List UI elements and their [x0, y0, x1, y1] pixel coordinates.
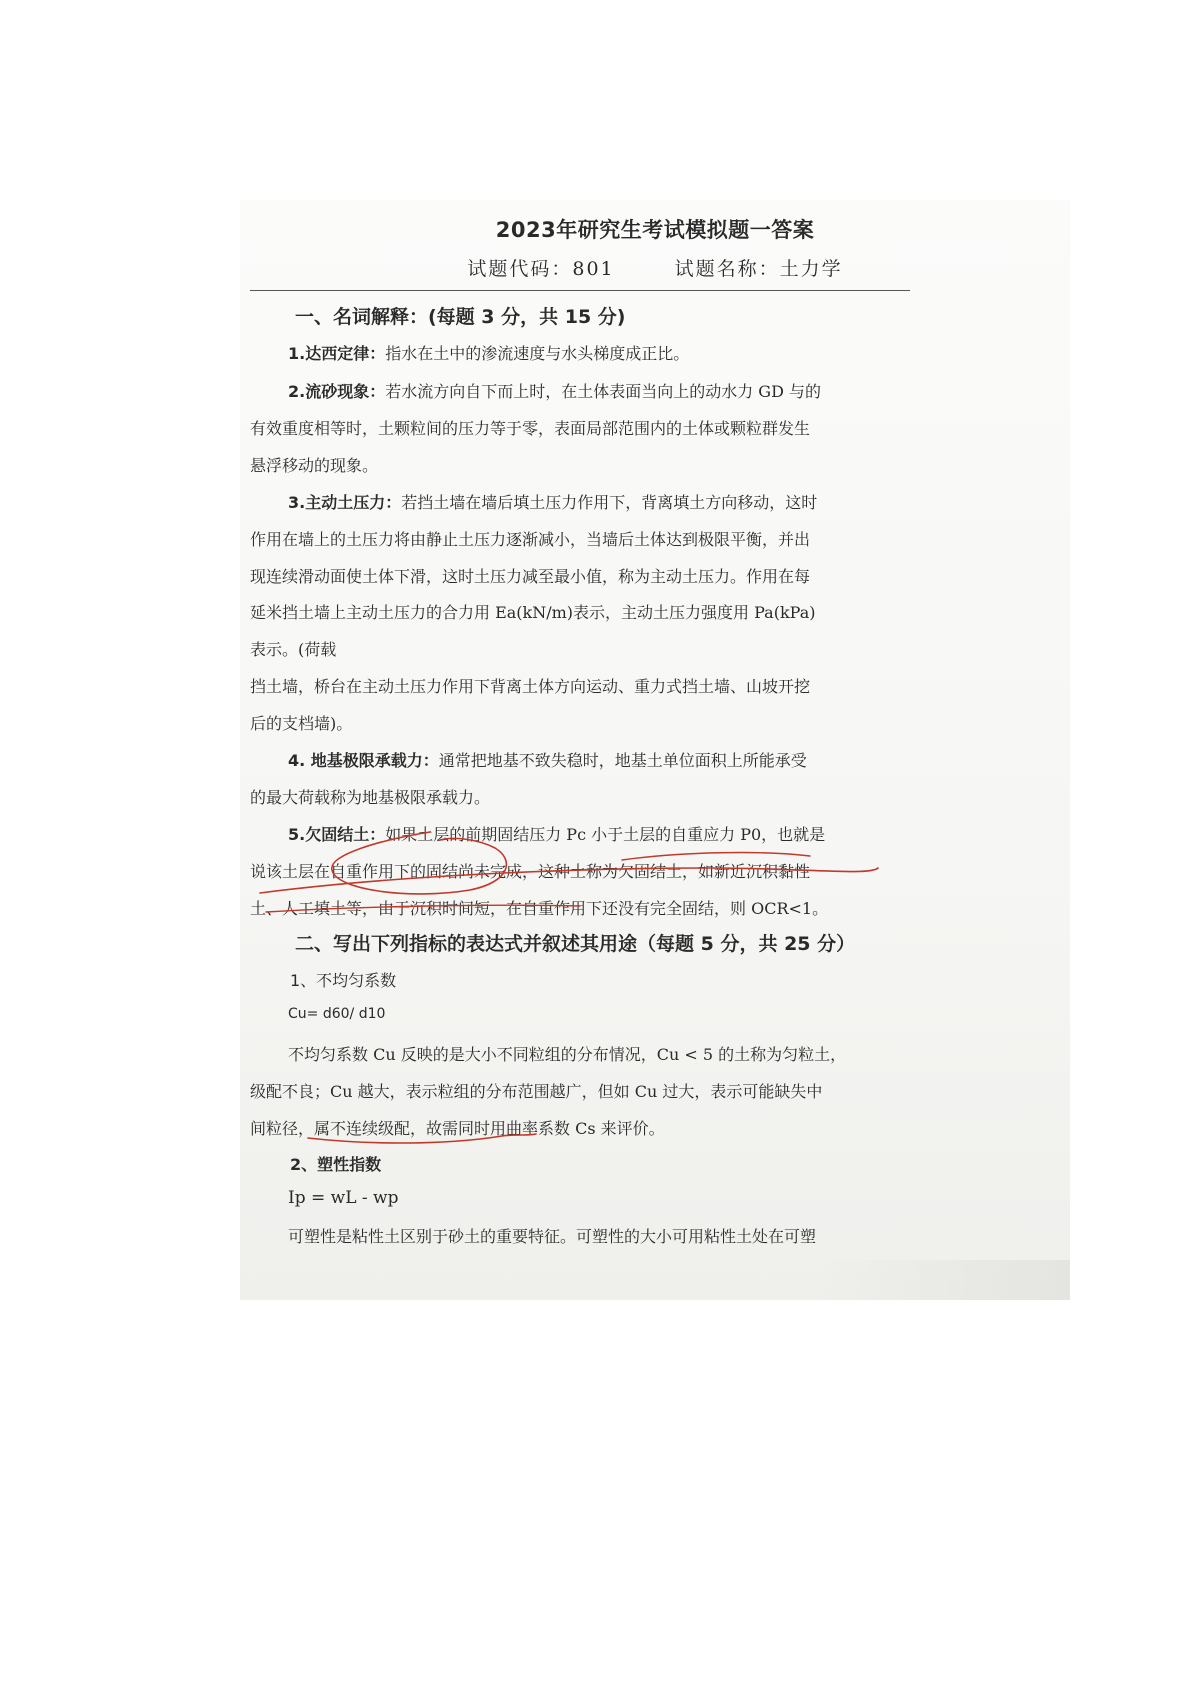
definition-3-line-6: 挡土墙，桥台在主动土压力作用下背离土体方向运动、重力式挡土墙、山坡开挖 — [250, 677, 811, 696]
definition-3-line-4: 延米挡土墙上主动土压力的合力用 Ea(kN/m)表示，主动土压力强度用 Pa(kPa) — [250, 603, 816, 622]
definition-term: 1.达西定律： — [288, 344, 386, 363]
index-2-formula: Ip = wL - wp — [288, 1188, 399, 1208]
definition-3-line-2: 作用在墙上的土压力将由静止土压力逐渐减小，当墙后土体达到极限平衡，并出 — [250, 530, 811, 549]
index-1-formula: Cu= d60/ d10 — [288, 1006, 386, 1022]
index-2-title: 2、塑性指数 — [290, 1155, 382, 1174]
definition-5 — [288, 822, 825, 845]
section-1-heading: 一、名词解释：(每题 3 分，共 15 分) — [295, 306, 626, 328]
section-2-heading: 二、写出下列指标的表达式并叙述其用途（每题 5 分，共 25 分） — [295, 933, 856, 955]
definition-term: 5.欠固结土： — [288, 825, 386, 844]
index-1-line-1: 不均匀系数 Cu 反映的是大小不同粒组的分布情况，Cu < 5 的土称为匀粒土， — [288, 1045, 847, 1064]
definition-text: 通常把地基不致失稳时，地基土单位面积上所能承受 — [438, 751, 807, 770]
definition-term: 4. 地基极限承载力： — [288, 751, 439, 770]
definition-5-line-3: 土、人工填土等，由于沉积时间短，在自重作用下还没有完全固结，则 OCR<1。 — [250, 899, 829, 918]
definition-2-line-2: 有效重度相等时，土颗粒间的压力等于零，表面局部范围内的土体或颗粒群发生 — [250, 419, 811, 438]
definition-term: 2.流砂现象： — [288, 382, 386, 401]
definition-5-line-2: 说该土层在自重作用下的固结尚未完成，这种土称为欠固结土，如新近沉积黏性 — [250, 862, 811, 881]
definition-3-line-3: 现连续滑动面使土体下滑，这时土压力减至最小值，称为主动土压力。作用在每 — [250, 567, 811, 586]
definition-3 — [288, 490, 817, 513]
definition-4-line-2: 的最大荷载称为地基极限承载力。 — [250, 788, 491, 807]
definition-3-line-7: 后的支档墙)。 — [250, 714, 353, 733]
index-1-line-3: 间粒径，属不连续级配，故需同时用曲率系数 Cs 来评价。 — [250, 1119, 665, 1138]
photo-shadow — [820, 1260, 1070, 1300]
definition-2-line-3: 悬浮移动的现象。 — [250, 456, 379, 475]
page-title: 2023年研究生考试模拟题一答案 — [495, 218, 815, 242]
exam-name: 试题名称：土力学 — [674, 258, 843, 280]
photographed-page — [240, 200, 1070, 1300]
definition-1 — [288, 341, 689, 364]
exam-code: 试题代码：801 — [467, 258, 615, 280]
definition-3-line-5: 表示。(荷载 — [250, 640, 337, 659]
index-1-line-2: 级配不良；Cu 越大，表示粒组的分布范围越广，但如 Cu 过大，表示可能缺失中 — [250, 1082, 823, 1101]
definition-4 — [288, 748, 807, 771]
exam-info — [240, 254, 1070, 281]
definition-2 — [288, 379, 821, 402]
index-1-title: 1、不均匀系数 — [290, 971, 397, 990]
definition-text: 若挡土墙在墙后填土压力作用下，背离填土方向移动，这时 — [401, 493, 818, 512]
definition-term: 3.主动土压力： — [288, 493, 402, 512]
definition-text: 若水流方向自下而上时，在土体表面当向上的动水力 GD 与的 — [385, 382, 822, 401]
definition-text: 如果土层的前期固结压力 Pc 小于土层的自重应力 P0，也就是 — [385, 825, 826, 844]
title-divider — [250, 290, 910, 291]
definition-text: 指水在土中的渗流速度与水头梯度成正比。 — [385, 344, 690, 363]
index-2-line-1: 可塑性是粘性土区别于砂土的重要特征。可塑性的大小可用粘性土处在可塑 — [288, 1227, 817, 1246]
